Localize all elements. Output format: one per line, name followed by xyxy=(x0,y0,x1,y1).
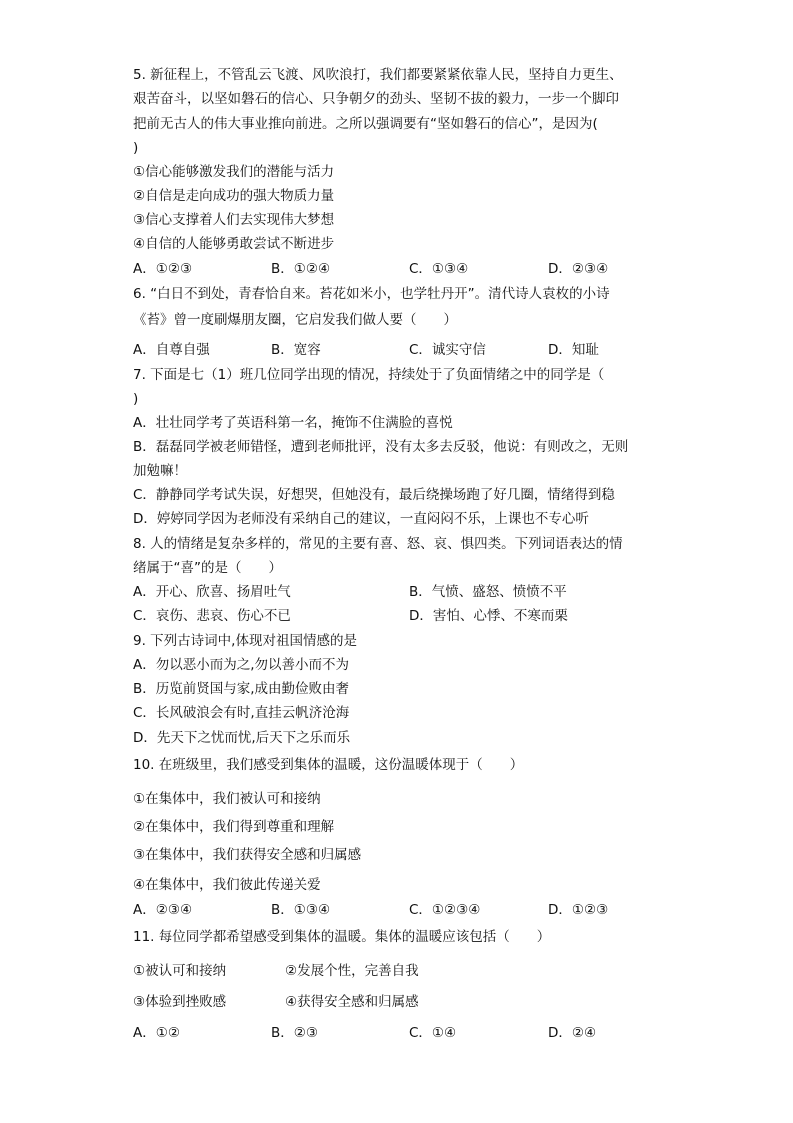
choice: A．壮壮同学考了英语科第一名，掩饰不住满脸的喜悦 xyxy=(133,415,453,431)
statement: ④在集体中，我们彼此传递关爱 xyxy=(133,877,321,893)
option-d: D．①②③ xyxy=(548,902,609,918)
question-text: 6. “白日不到处，青春恰自来。苔花如米小，也学牡丹开”。清代诗人袁枚的小诗 xyxy=(133,286,610,302)
question-text: 9. 下列古诗词中,体现对祖国情感的是 xyxy=(133,633,357,649)
statement: ①信心能够激发我们的潜能与活力 xyxy=(133,164,335,180)
statement: ②在集体中，我们得到尊重和理解 xyxy=(133,819,335,835)
option-c: C．诚实守信 xyxy=(409,342,486,358)
option-b: B．①②④ xyxy=(271,261,331,277)
question-text: 10. 在班级里，我们感受到集体的温暖，这份温暖体现于（ ） xyxy=(133,757,524,773)
option-d: D．害怕、心悸、不寒而栗 xyxy=(409,608,568,624)
choice: C．长风破浪会有时,直挂云帆济沧海 xyxy=(133,705,350,721)
option-b: B．①③④ xyxy=(271,902,331,918)
question-text: 7. 下面是七（1）班几位同学出现的情况，持续处于了负面情绪之中的同学是（ xyxy=(133,367,605,383)
question-text: 11. 每位同学都希望感受到集体的温暖。集体的温暖应该包括（ ） xyxy=(133,929,551,945)
statement: ①在集体中，我们被认可和接纳 xyxy=(133,791,321,807)
statement: ④获得安全感和归属感 xyxy=(285,994,419,1010)
option-a: A．②③④ xyxy=(133,902,193,918)
statement: ④自信的人能够勇敢尝试不断进步 xyxy=(133,236,335,252)
statement: ②自信是走向成功的强大物质力量 xyxy=(133,188,335,204)
choice: C．静静同学考试失误，好想哭，但她没有，最后绕操场跑了好几圈，情绪得到稳 xyxy=(133,487,615,503)
question-text: 5. 新征程上，不管乱云飞渡、风吹浪打，我们都要紧紧依靠人民，坚持自力更生、 xyxy=(133,67,623,83)
statement: ③信心支撑着人们去实现伟大梦想 xyxy=(133,212,335,228)
option-d: D．②④ xyxy=(548,1025,597,1041)
option-b: B．气愤、盛怒、愤愤不平 xyxy=(409,584,567,600)
question-text: 把前无古人的伟大事业推向前进。之所以强调要有“坚如磐石的信心”，是因为( xyxy=(133,116,598,132)
option-a: A．自尊自强 xyxy=(133,342,210,358)
question-text: 绪属于“喜”的是（ ） xyxy=(133,560,282,576)
option-b: B．②③ xyxy=(271,1025,318,1041)
statement: ③体验到挫败感 xyxy=(133,994,227,1010)
statement: ②发展个性，完善自我 xyxy=(285,963,419,979)
choice: 加勉嘛！ xyxy=(133,463,187,479)
question-text: 8. 人的情绪是复杂多样的，常见的主要有喜、怒、哀、惧四类。下列词语表达的情 xyxy=(133,536,623,552)
choice: D．先天下之忧而忧,后天下之乐而乐 xyxy=(133,730,351,746)
option-c: C．①④ xyxy=(409,1025,457,1041)
question-text: 艰苦奋斗，以坚如磐石的信心、只争朝夕的劲头、坚韧不拔的毅力，一步一个脚印 xyxy=(133,91,619,107)
option-a: A．①② xyxy=(133,1025,180,1041)
option-a: A．开心、欣喜、扬眉吐气 xyxy=(133,584,291,600)
choice: D．婷婷同学因为老师没有采纳自己的建议，一直闷闷不乐，上课也不专心听 xyxy=(133,511,589,527)
choice: B．历览前贤国与家,成由勤俭败由奢 xyxy=(133,681,350,697)
option-d: D．知耻 xyxy=(548,342,599,358)
question-text: 《苔》曾一度刷爆朋友圈，它启发我们做人要（ ） xyxy=(133,312,457,328)
question-text: ) xyxy=(133,140,139,156)
option-b: B．宽容 xyxy=(271,342,321,358)
statement: ①被认可和接纳 xyxy=(133,963,227,979)
option-c: C．哀伤、悲哀、伤心不已 xyxy=(133,608,291,624)
option-a: A．①②③ xyxy=(133,261,193,277)
choice: B．磊磊同学被老师错怪，遭到老师批评，没有太多去反驳，他说：有则改之，无则 xyxy=(133,439,629,455)
choice: A．勿以恶小而为之,勿以善小而不为 xyxy=(133,657,350,673)
statement: ③在集体中，我们获得安全感和归属感 xyxy=(133,847,362,863)
option-d: D．②③④ xyxy=(548,261,609,277)
question-text: ) xyxy=(133,391,139,407)
option-c: C．①③④ xyxy=(409,261,469,277)
option-c: C．①②③④ xyxy=(409,902,481,918)
